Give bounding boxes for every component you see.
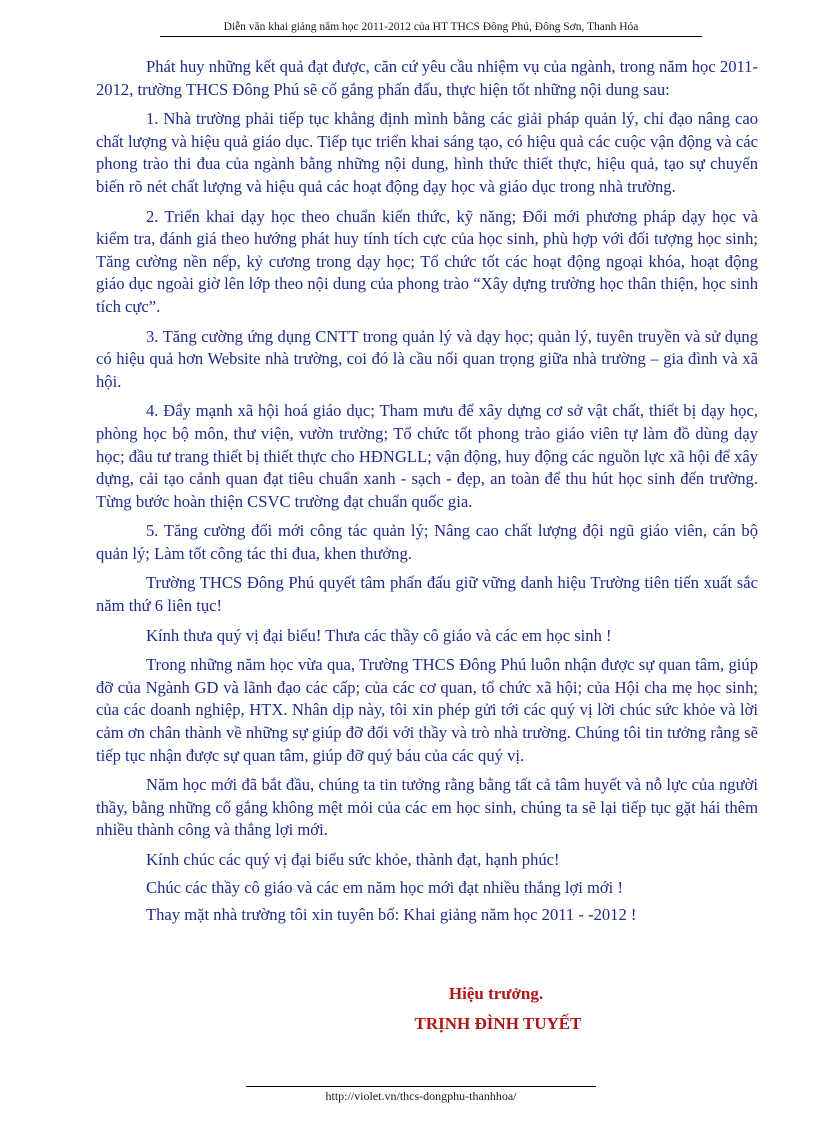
greeting-paragraph: Kính thưa quý vị đại biểu! Thưa các thầy cô giáo và các em học sinh !: [146, 625, 612, 645]
task-4-paragraph: 4. Đẩy mạnh xã hội hoá giáo dục; Tham mưu để xây dựng cơ sở vật chất, thiết bị dạy học, phòng học bộ môn, thư viện, vườn trường; Tổ chức tốt phong trào giáo viên tự làm đồ dùng dạy học; đầu tư trang thiết bị thiết thực cho HĐNGLL; vận động, huy động các nguồn lực xã hội để xây dựng, cải tạo cảnh quan đạt tiêu chuẩn xanh - sạch - đẹp, an toàn để thu hút học sinh đến trường. Từng bước hoàn thiện CSVC trường đạt chuẩn quốc gia.: [96, 401, 758, 511]
opening-declaration: Thay mặt nhà trường tôi xin tuyên bố: Khai giảng năm học 2011 - -2012 !: [146, 905, 637, 925]
footer-divider: [246, 1086, 596, 1087]
signature-name: TRỊNH ĐÌNH TUYẾT: [414, 1014, 582, 1033]
task-5-paragraph: 5. Tăng cường đổi mới công tác quản lý; Nâng cao chất lượng đội ngũ giáo viên, cán bộ quản lý; Làm tốt công tác thi đua, khen thưởng.: [96, 521, 758, 563]
task-1-paragraph: 1. Nhà trường phải tiếp tục khẳng định mình bằng các giải pháp quản lý, chỉ đạo nâng cao chất lượng và hiệu quả giáo dục. Tiếp tục triển khai sáng tạo, có hiệu quả các cuộc vận động và các phong trào thi đua của ngành bằng những nội dung, hình thức thiết thực, hiệu quả, tạo sự chuyển biến rõ nét chất lượng và hiệu quả các hoạt động dạy học và giáo dục trong nhà trường.: [96, 109, 758, 196]
teachers-wish-paragraph: Chúc các thầy cô giáo và các em năm học mới đạt nhiều thắng lợi mới !: [146, 877, 623, 897]
thanks-paragraph: Trong những năm học vừa qua, Trường THCS Đông Phú luôn nhận được sự quan tâm, giúp đỡ của Ngành GD và lãnh đạo các cấp; của các cơ quan, tổ chức xã hội; của Hội cha mẹ học sinh; của các doanh nghiệp, HTX. Nhân dịp này, tôi xin phép gửi tới các quý vị lời chúc sức khỏe và lời cảm ơn chân thành về những sự giúp đỡ đối với thầy và trò nhà trường. Chúng tôi tin tưởng rằng sẽ tiếp tục nhận được sự quan tâm, giúp đỡ quý báu của các quý vị.: [96, 655, 758, 765]
new-year-paragraph: Năm học mới đã bắt đầu, chúng ta tin tưởng rằng bằng tất cả tâm huyết và nỗ lực của người thầy, bằng những cố gắng không mệt mỏi của các em học sinh, chúng ta sẽ lại tiếp tục gặt hái thêm nhiều thành công và thắng lợi mới.: [96, 775, 758, 840]
resolution-paragraph: Trường THCS Đông Phú quyết tâm phấn đấu giữ vững danh hiệu Trường tiên tiến xuất sắc năm thứ 6 liên tục!: [96, 573, 758, 616]
footer-url: http://violet.vn/thcs-dongphu-thanhhoa/: [325, 1089, 517, 1103]
intro-paragraph: Phát huy những kết quả đạt được, căn cứ yêu cầu nhiệm vụ của ngành, trong năm học 2011-2012, trường THCS Đông Phú sẽ cố gắng phấn đấu, thực hiện tốt những nội dung sau:: [96, 57, 758, 99]
task-2-paragraph: 2. Triển khai dạy học theo chuẩn kiến thức, kỹ năng; Đổi mới phương pháp dạy học và kiểm tra, đánh giá theo hướng phát huy tính tích cực của học sinh, phù hợp với đối tượng học sinh; Tăng cường nền nếp, kỷ cương trong dạy học; Tổ chức tốt các hoạt động ngoại khóa, hoạt động giáo dục ngoài giờ lên lớp theo nội dung của phong trào “Xây dựng trường học thân thiện, học sinh tích cực”.: [96, 206, 758, 316]
wishes-paragraph: Kính chúc các quý vị đại biểu sức khỏe, thành đạt, hạnh phúc!: [146, 850, 560, 869]
task-3-paragraph: 3. Tăng cường ứng dụng CNTT trong quản lý và dạy học; quản lý, tuyên truyền và sử dụng có hiệu quả hơn Website nhà trường, coi đó là cầu nối quan trọng giữa nhà trường – gia đình và xã hội.: [96, 326, 758, 391]
page-header: Diễn văn khai giảng năm học 2011-2012 của HT THCS Đông Phú, Đông Sơn, Thanh Hóa: [160, 20, 702, 37]
signature-title: Hiệu trưởng.: [448, 984, 544, 1003]
speech-body: [96, 56, 758, 932]
